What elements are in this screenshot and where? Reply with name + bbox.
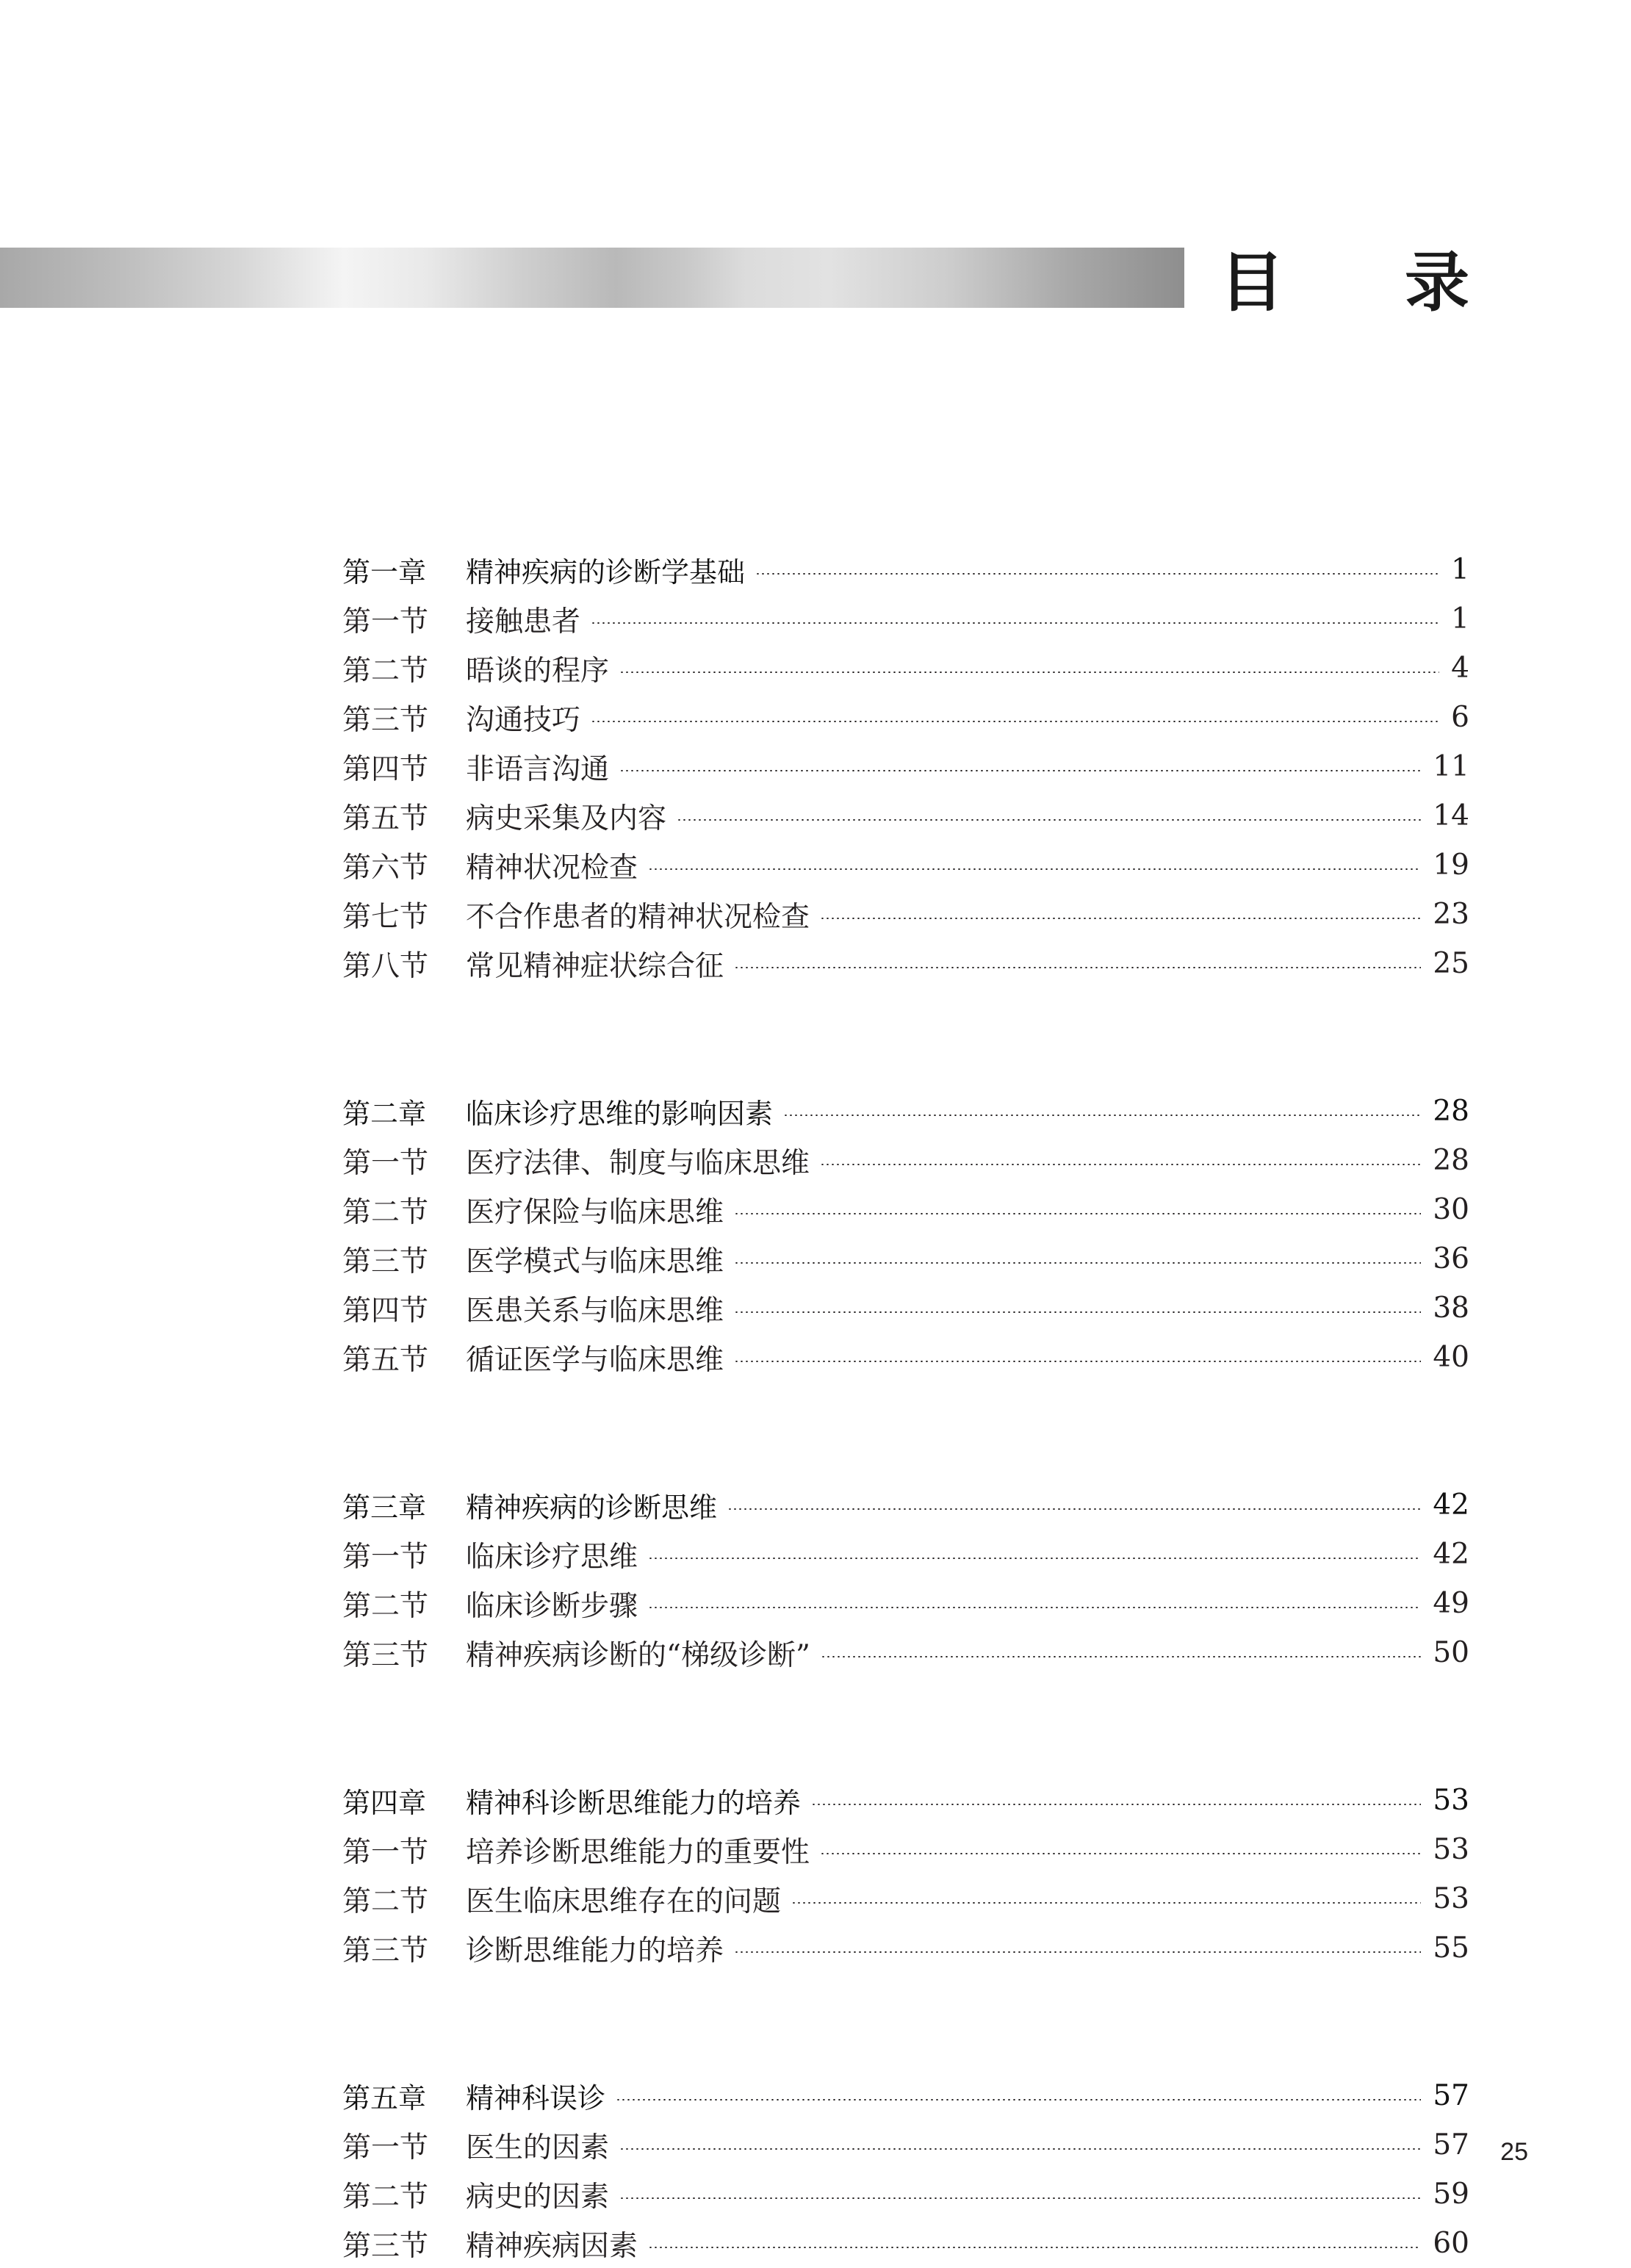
dot-leader xyxy=(648,868,1421,870)
dot-leader xyxy=(648,1607,1421,1608)
section-number: 第七节 xyxy=(342,900,429,934)
page-reference: 59 xyxy=(1433,2178,1469,2211)
toc-chapter-block xyxy=(342,545,1469,988)
dot-leader xyxy=(734,1951,1421,1953)
toc-section-entry[interactable] xyxy=(342,2219,1469,2268)
dot-leader xyxy=(591,622,1439,624)
dot-leader xyxy=(811,1804,1421,1805)
toc-section-entry[interactable] xyxy=(342,890,1469,939)
page-reference: 36 xyxy=(1433,1242,1469,1275)
toc-section-entry[interactable] xyxy=(342,693,1469,742)
dot-leader xyxy=(820,1164,1421,1165)
section-number: 第一节 xyxy=(342,1540,429,1574)
section-title: 病史采集及内容 xyxy=(466,802,667,835)
page-reference: 57 xyxy=(1433,2128,1469,2161)
dot-leader xyxy=(648,1558,1421,1559)
header-gradient-bar xyxy=(0,248,1184,308)
section-title: 接触患者 xyxy=(466,605,581,638)
page-number: 25 xyxy=(1500,2138,1528,2166)
toc-section-entry[interactable] xyxy=(342,1628,1469,1677)
toc-section-entry[interactable] xyxy=(342,1825,1469,1874)
toc-chapter-entry[interactable] xyxy=(342,1087,1469,1136)
toc-section-entry[interactable] xyxy=(342,1284,1469,1333)
dot-leader xyxy=(734,1361,1421,1362)
section-title: 医疗保险与临床思维 xyxy=(466,1195,724,1229)
toc-section-entry[interactable] xyxy=(342,939,1469,988)
toc-section-entry[interactable] xyxy=(342,840,1469,890)
dot-leader xyxy=(821,1656,1421,1657)
toc-section-entry[interactable] xyxy=(342,791,1469,840)
toc-section-entry[interactable] xyxy=(342,1333,1469,1382)
table-of-contents xyxy=(342,545,1469,2268)
page-reference: 53 xyxy=(1433,1833,1469,1866)
dot-leader xyxy=(727,1508,1421,1510)
section-title: 精神疾病诊断的“梯级诊断” xyxy=(466,1638,810,1672)
page-reference: 4 xyxy=(1451,652,1469,685)
section-number: 第四节 xyxy=(342,752,429,786)
chapter-number: 第三章 xyxy=(342,1491,427,1524)
section-title: 培养诊断思维能力的重要性 xyxy=(466,1835,810,1869)
page-reference: 40 xyxy=(1433,1341,1469,1374)
dot-leader xyxy=(619,2148,1421,2150)
toc-section-entry[interactable] xyxy=(342,1579,1469,1628)
page-reference: 50 xyxy=(1433,1636,1469,1669)
dot-leader xyxy=(648,2247,1421,2248)
section-title: 循证医学与临床思维 xyxy=(466,1343,724,1377)
toc-section-entry[interactable] xyxy=(342,594,1469,644)
dot-leader xyxy=(734,1311,1421,1313)
section-number: 第三节 xyxy=(342,2229,429,2263)
section-number: 第三节 xyxy=(342,1245,429,1278)
section-title: 精神状况检查 xyxy=(466,851,638,885)
section-title: 常见精神症状综合征 xyxy=(466,949,724,983)
dot-leader xyxy=(619,672,1439,673)
toc-section-entry[interactable] xyxy=(342,742,1469,791)
page-reference: 42 xyxy=(1433,1538,1469,1571)
section-title: 医生临床思维存在的问题 xyxy=(466,1884,782,1918)
page-reference: 55 xyxy=(1433,1932,1469,1965)
section-title: 诊断思维能力的培养 xyxy=(466,1934,724,1968)
page-reference: 14 xyxy=(1433,799,1469,832)
section-title: 临床诊断步骤 xyxy=(466,1589,638,1623)
page-reference: 57 xyxy=(1433,2079,1469,2112)
toc-section-entry[interactable] xyxy=(342,2170,1469,2219)
section-number: 第二节 xyxy=(342,1589,429,1623)
toc-section-entry[interactable] xyxy=(342,2120,1469,2170)
toc-section-entry[interactable] xyxy=(342,1136,1469,1185)
toc-chapter-entry[interactable] xyxy=(342,545,1469,594)
toc-chapter-entry[interactable] xyxy=(342,2071,1469,2120)
chapter-title: 精神疾病的诊断思维 xyxy=(466,1491,718,1524)
chapter-title: 精神疾病的诊断学基础 xyxy=(466,556,746,588)
section-title: 临床诊疗思维 xyxy=(466,1540,638,1574)
dot-leader xyxy=(591,721,1439,722)
page-reference: 38 xyxy=(1433,1292,1469,1325)
toc-section-entry[interactable] xyxy=(342,1874,1469,1923)
section-number: 第五节 xyxy=(342,802,429,835)
section-title: 病史的因素 xyxy=(466,2180,610,2214)
toc-section-entry[interactable] xyxy=(342,1234,1469,1284)
chapter-number: 第四章 xyxy=(342,1787,427,1819)
page-title-char: 录 xyxy=(1404,245,1469,320)
section-title: 不合作患者的精神状况检查 xyxy=(466,900,810,934)
dot-leader xyxy=(616,2099,1421,2100)
section-number: 第二节 xyxy=(342,1884,429,1918)
dot-leader xyxy=(677,819,1421,821)
section-number: 第六节 xyxy=(342,851,429,885)
dot-leader xyxy=(734,1262,1421,1264)
toc-chapter-block xyxy=(342,1087,1469,1382)
section-number: 第三节 xyxy=(342,703,429,737)
dot-leader xyxy=(619,2197,1421,2199)
toc-chapter-entry[interactable] xyxy=(342,1776,1469,1825)
dot-leader xyxy=(783,1115,1421,1116)
section-number: 第一节 xyxy=(342,2131,429,2164)
page-reference: 49 xyxy=(1433,1587,1469,1620)
page-reference: 30 xyxy=(1433,1193,1469,1226)
page-title-char: 目 xyxy=(1220,245,1285,320)
page-title xyxy=(1220,234,1469,322)
section-number: 第一节 xyxy=(342,605,429,638)
toc-section-entry[interactable] xyxy=(342,644,1469,693)
section-number: 第三节 xyxy=(342,1638,429,1672)
page-reference: 1 xyxy=(1451,553,1469,586)
section-number: 第四节 xyxy=(342,1294,429,1328)
section-title: 医生的因素 xyxy=(466,2131,610,2164)
dot-leader xyxy=(791,1902,1421,1904)
chapter-number: 第二章 xyxy=(342,1098,427,1130)
toc-section-entry[interactable] xyxy=(342,1923,1469,1973)
chapter-title: 精神科误诊 xyxy=(466,2082,606,2114)
toc-section-entry[interactable] xyxy=(342,1185,1469,1234)
page-reference: 60 xyxy=(1433,2227,1469,2260)
section-title: 非语言沟通 xyxy=(466,752,610,786)
chapter-number: 第五章 xyxy=(342,2082,427,2114)
page-reference: 1 xyxy=(1451,602,1469,636)
section-title: 沟通技巧 xyxy=(466,703,581,737)
section-title: 精神疾病因素 xyxy=(466,2229,638,2263)
page-reference: 19 xyxy=(1433,849,1469,882)
section-number: 第五节 xyxy=(342,1343,429,1377)
section-number: 第一节 xyxy=(342,1146,429,1180)
dot-leader xyxy=(619,770,1421,771)
toc-chapter-entry[interactable] xyxy=(342,1480,1469,1530)
page-reference: 42 xyxy=(1433,1488,1469,1522)
dot-leader xyxy=(734,967,1421,968)
page-reference: 6 xyxy=(1451,701,1469,734)
section-title: 医疗法律、制度与临床思维 xyxy=(466,1146,810,1180)
chapter-number: 第一章 xyxy=(342,556,427,588)
dot-leader xyxy=(820,1853,1421,1854)
section-title: 晤谈的程序 xyxy=(466,654,610,688)
section-number: 第二节 xyxy=(342,1195,429,1229)
toc-chapter-block xyxy=(342,1776,1469,1973)
chapter-title: 精神科诊断思维能力的培养 xyxy=(466,1787,802,1819)
section-number: 第二节 xyxy=(342,2180,429,2214)
section-number: 第一节 xyxy=(342,1835,429,1869)
section-number: 第三节 xyxy=(342,1934,429,1968)
section-number: 第二节 xyxy=(342,654,429,688)
toc-chapter-block xyxy=(342,2071,1469,2268)
section-title: 医学模式与临床思维 xyxy=(466,1245,724,1278)
page-reference: 23 xyxy=(1433,898,1469,931)
toc-chapter-block xyxy=(342,1480,1469,1677)
toc-section-entry[interactable] xyxy=(342,1530,1469,1579)
chapter-title: 临床诊疗思维的影响因素 xyxy=(466,1098,774,1130)
page-reference: 53 xyxy=(1433,1784,1469,1817)
page-reference: 28 xyxy=(1433,1095,1469,1128)
page-reference: 25 xyxy=(1433,947,1469,980)
dot-leader xyxy=(755,573,1439,575)
dot-leader xyxy=(734,1213,1421,1214)
page-reference: 11 xyxy=(1433,750,1469,783)
page-reference: 28 xyxy=(1433,1144,1469,1177)
section-number: 第八节 xyxy=(342,949,429,983)
page-reference: 53 xyxy=(1433,1882,1469,1915)
dot-leader xyxy=(820,918,1421,919)
section-title: 医患关系与临床思维 xyxy=(466,1294,724,1328)
